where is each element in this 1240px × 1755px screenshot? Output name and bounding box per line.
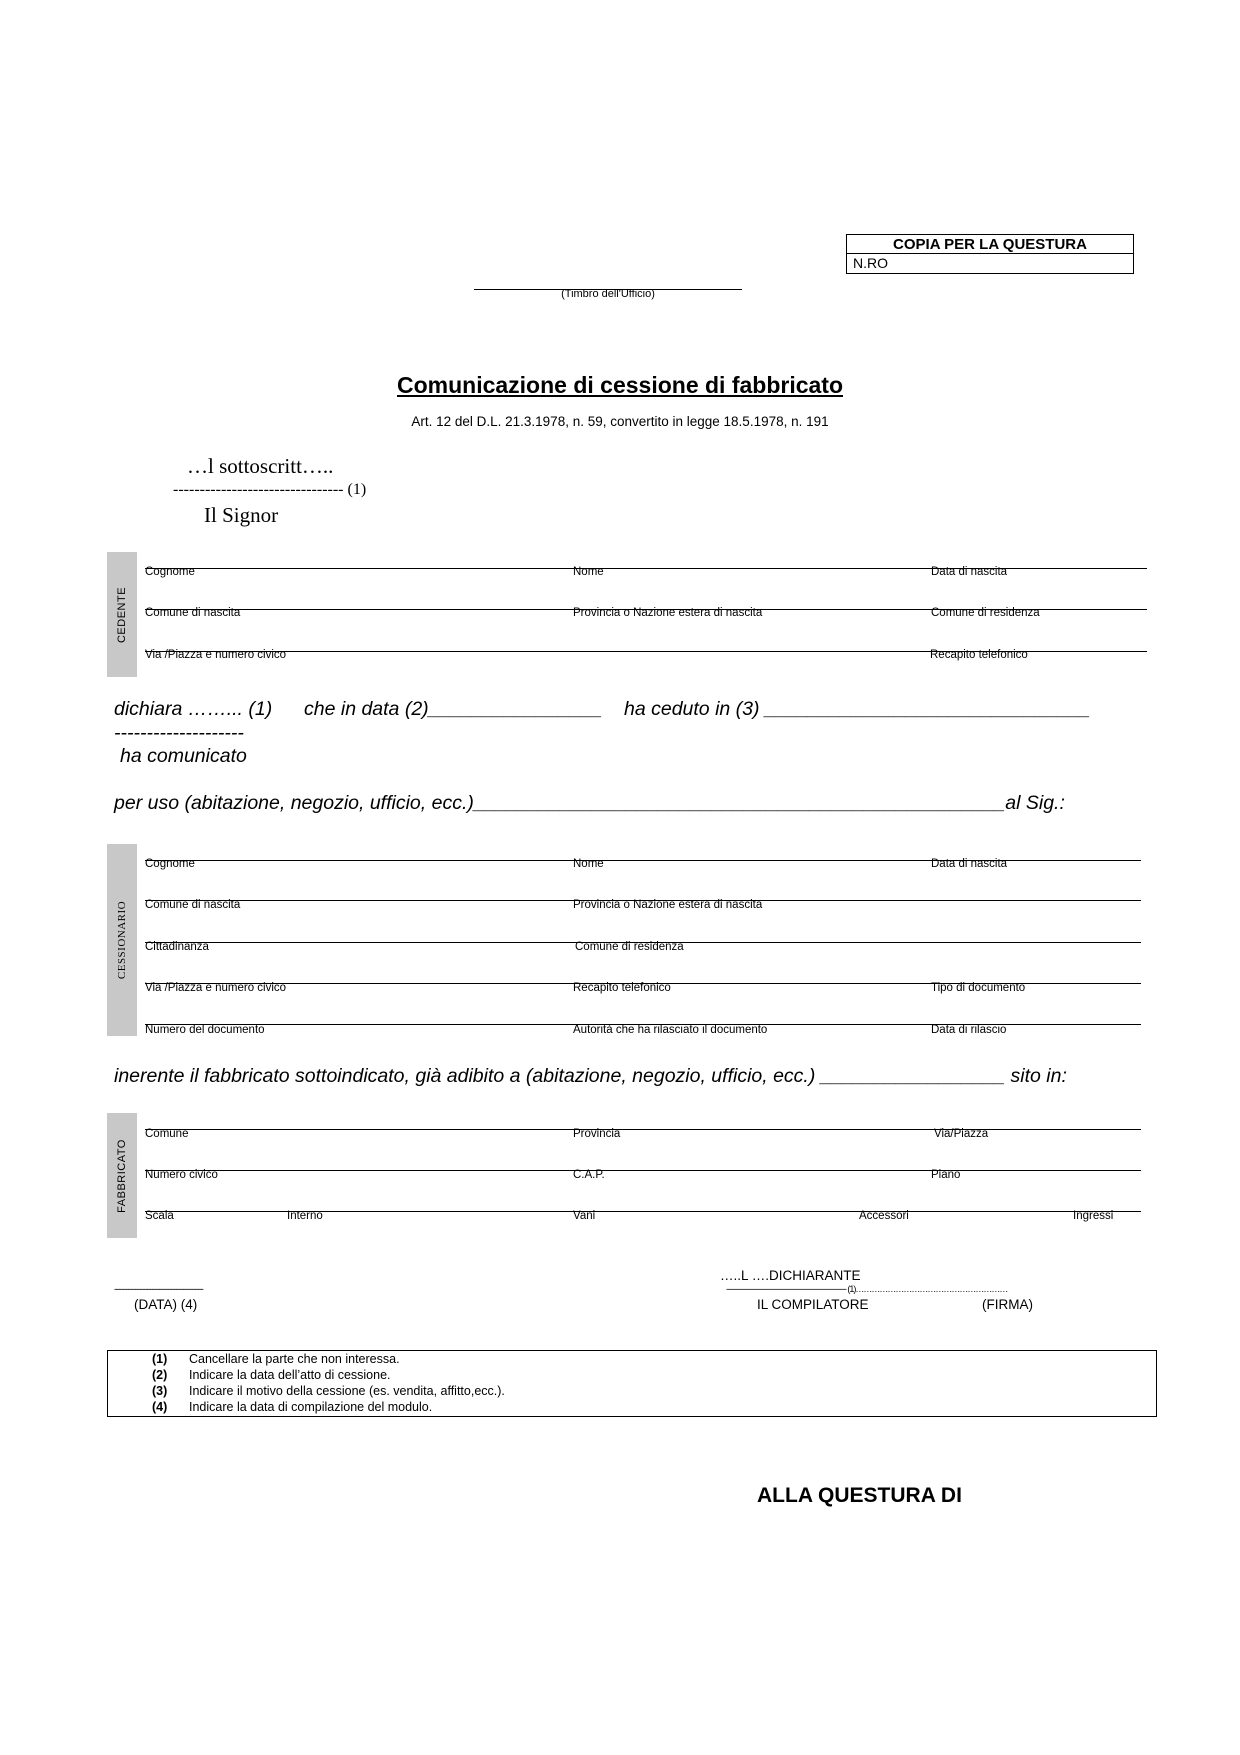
cessionario-comune-residenza-label: Comune di residenza (575, 941, 684, 953)
note-1-num: (1) (152, 1352, 168, 1366)
note-2 (152, 1368, 391, 1382)
page-title: Comunicazione di cessione di fabbricato (396, 372, 844, 398)
signature-line[interactable]: ------------------------------------------------------------ (1)………………………………………………… (726, 1284, 1008, 1294)
stamp-label: (Timbro dell'Ufficio) (561, 288, 655, 300)
note-4-text: Indicare la data di compilazione del modulo. (189, 1400, 433, 1414)
cessionario-numero-documento-label: Numero del documento (145, 1024, 265, 1036)
cedente-data-nascita-label: Data di nascita (931, 566, 1008, 578)
cedente-comune-nascita-label: Comune di nascita (145, 607, 241, 619)
dichiara-dashes: -------------------- (114, 722, 244, 744)
cedente-cognome-label: Cognome (145, 566, 195, 578)
data-cessione-text: che in data (2)________________ (304, 698, 603, 720)
fabbricato-vani-label: Vani (573, 1210, 596, 1222)
cedente-nome-label: Nome (573, 566, 604, 578)
cessionario-via-label: Via /Piazza e numero civico (145, 982, 287, 994)
inerente-text: inerente il fabbricato sottoindicato, già adibito a (abitazione, negozio, ufficio, ecc.) _________________ sito in: (114, 1065, 1067, 1087)
firma-label: (FIRMA) (982, 1297, 1033, 1312)
cessionario-autorita-label: Autorità che ha rilasciato il documento (573, 1024, 768, 1036)
fabbricato-interno-label: Interno (287, 1210, 323, 1222)
cessionario-cognome-label: Cognome (145, 858, 195, 870)
ha-comunicato-text: ha comunicato (120, 745, 247, 767)
note-1 (152, 1352, 400, 1366)
note-3 (152, 1384, 505, 1398)
notes-box (107, 1350, 1157, 1417)
questura-heading: ALLA QUESTURA DI (757, 1484, 962, 1507)
cessionario-tipo-documento-label: Tipo di documento (931, 982, 1026, 994)
cessionario-nome-label: Nome (573, 858, 604, 870)
copia-questura-box (846, 234, 1134, 274)
note-4 (152, 1400, 432, 1414)
fabbricato-comune-label: Comune (145, 1128, 189, 1140)
cessionario-label: CESSIONARIO (116, 900, 128, 980)
note-3-text: Indicare il motivo della cessione (es. vendita, affitto,ecc.). (189, 1384, 505, 1398)
fabbricato-scala-label: Scala (145, 1210, 174, 1222)
intro-signor: Il Signor (204, 503, 279, 527)
page-subtitle: Art. 12 del D.L. 21.3.1978, n. 59, convertito in legge 18.5.1978, n. 191 (411, 414, 829, 429)
cessionario-data-nascita-label: Data di nascita (931, 858, 1008, 870)
nro-field[interactable]: N.RO (853, 255, 888, 271)
cedente-provincia-label: Provincia o Nazione estera di nascita (573, 607, 763, 619)
note-2-text: Indicare la data dell’atto di cessione. (189, 1368, 391, 1382)
fabbricato-sidebar (107, 1113, 137, 1238)
cessionario-sidebar (107, 844, 137, 1036)
fabbricato-label: FABBRICATO (116, 1138, 128, 1213)
fabbricato-numero-civico-label: Numero civico (145, 1169, 218, 1181)
fabbricato-ingressi-label: Ingressi (1073, 1210, 1114, 1222)
cessionario-provincia-label: Provincia o Nazione estera di nascita (573, 899, 763, 911)
compilatore-label: IL COMPILATORE (757, 1297, 869, 1312)
ceduto-text: ha ceduto in (3) ______________________________ (624, 698, 1091, 720)
cedente-recapito-label: Recapito telefonico (930, 649, 1028, 661)
cedente-label: CEDENTE (116, 586, 128, 643)
dichiara-text: dichiara ……... (1) (114, 698, 273, 720)
cessionario-recapito-label: Recapito telefonico (573, 982, 671, 994)
fabbricato-line-2[interactable] (145, 1170, 1141, 1171)
per-uso-text: per uso (abitazione, negozio, ufficio, ecc.)_________________________________________________al Sig.: (114, 792, 1065, 814)
cedente-via-label: Via /Piazza e numero civico (145, 649, 287, 661)
cessionario-cittadinanza-label: Cittadinanza (145, 941, 209, 953)
fabbricato-piano-label: Piano (931, 1169, 961, 1181)
date-dashes[interactable]: ----------------------------------------------------------- (114, 1284, 203, 1294)
intro-sottoscritto: …l sottoscritt….. (187, 454, 334, 478)
copia-title: COPIA PER LA QUESTURA (847, 235, 1133, 254)
cedente-sidebar (107, 552, 137, 677)
note-1-text: Cancellare la parte che non interessa. (189, 1352, 400, 1366)
cedente-comune-residenza-label: Comune di residenza (931, 607, 1040, 619)
date-label: (DATA) (4) (134, 1297, 198, 1312)
note-4-num: (4) (152, 1400, 168, 1414)
note-2-num: (2) (152, 1368, 168, 1382)
fabbricato-line-1[interactable] (145, 1129, 1141, 1130)
cessionario-data-rilascio-label: Data di rilascio (931, 1024, 1007, 1036)
fabbricato-provincia-label: Provincia (573, 1128, 621, 1140)
dichiarante-label: …..L ….DICHIARANTE (720, 1268, 861, 1283)
note-3-num: (3) (152, 1384, 168, 1398)
cessionario-comune-nascita-label: Comune di nascita (145, 899, 241, 911)
intro-dashes: -------------------------------- (1) (173, 481, 367, 498)
fabbricato-via-piazza-label: Via/Piazza (934, 1128, 989, 1140)
fabbricato-accessori-label: Accessori (859, 1210, 909, 1222)
fabbricato-cap-label: C.A.P. (573, 1169, 605, 1181)
